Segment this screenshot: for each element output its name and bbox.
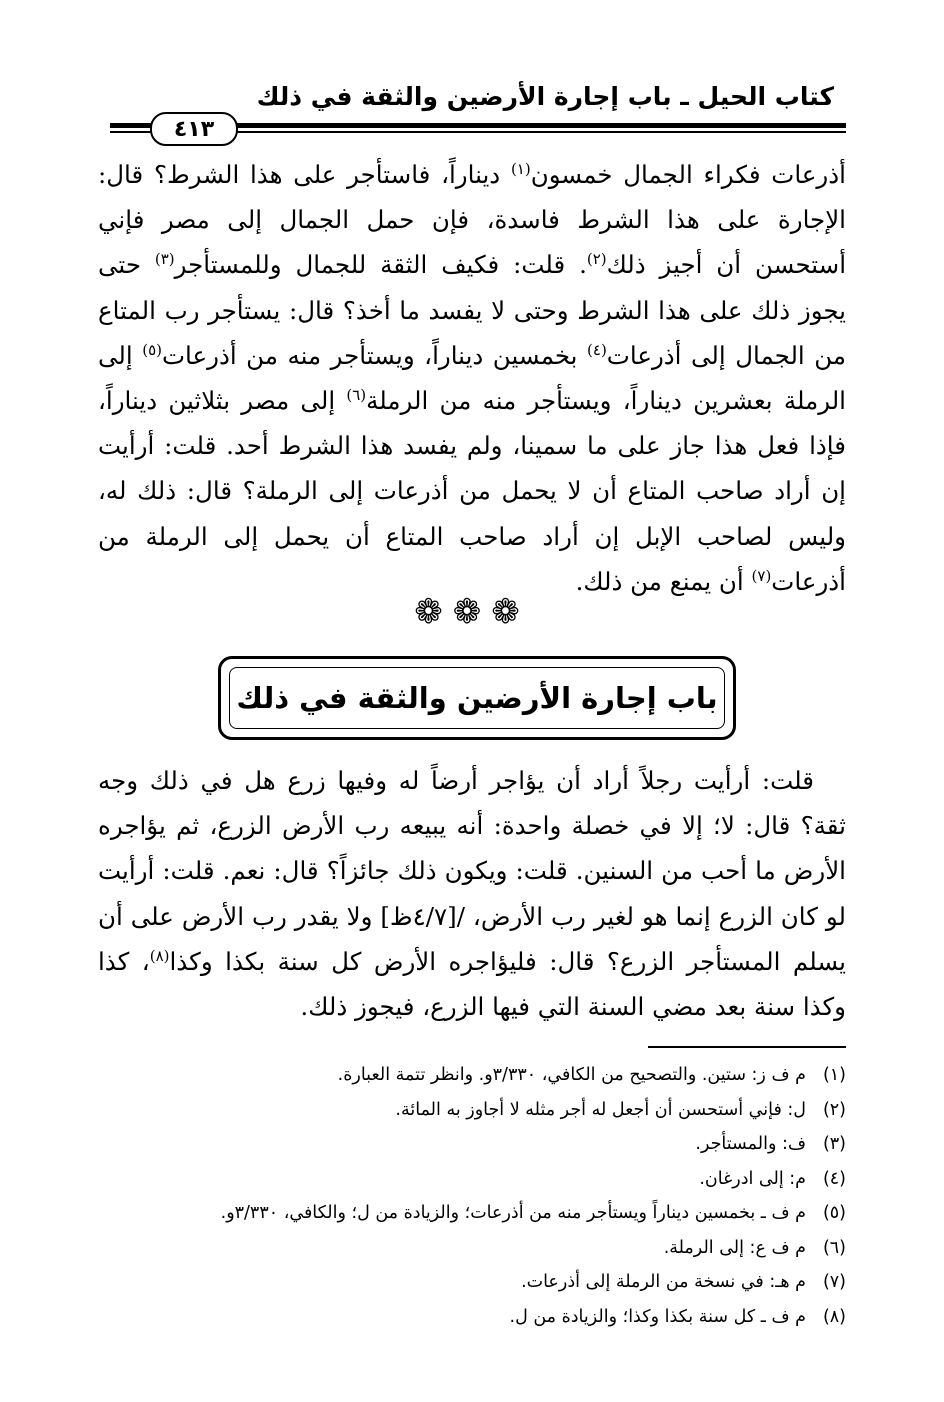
footnote-number: (١) [822,1065,846,1085]
chapter-title: باب إجارة الأرضين والثقة في ذلك [236,681,718,715]
footnotes [66,1058,846,1334]
footnote [66,1127,846,1162]
page-number: ٤١٣ [150,112,238,146]
footnote-text: م ف ـ بخمسين ديناراً ويستأجر منه من أذرعات؛ والزيادة من ل؛ والكافي، ٣/٣٣٠و. [220,1203,806,1223]
footnote-number: (٧) [822,1272,846,1292]
chapter-title-frame [218,656,736,740]
text-run: . قلت: فكيف الثقة للجمال وللمستأجر [174,250,587,280]
footnote-text: م ف ع: إلى الرملة. [663,1237,806,1258]
footnote-ref-6[interactable]: (٦) [346,385,367,404]
footnote-ref-3[interactable]: (٣) [154,250,175,269]
footnote-text: ل: فإني أستحسن أن أجعل له أجر مثله لا أجاوز به المائة. [395,1099,806,1120]
footnote-number: (٤) [822,1168,846,1189]
footnote-number: (٢) [822,1099,846,1120]
text-run: إلى مصر بثلاثين ديناراً، فإذا فعل هذا جاز على ما سمينا، ولم يفسد هذا الشرط أحد. قلت: أرأيت إن أراد صاحب المتاع أن لا يحمل من أذرعات إلى الرملة؟ قال: ذلك له، وليس لصاحب الإبل إن أراد صاحب المتاع أن يحمل إلى الرملة من أذرعات [98,386,846,596]
text-run: ، كذا وكذا سنة بعد مضي السنة التي فيها الزرع، فيجوز ذلك. [98,946,846,1022]
footnote-ref-1[interactable]: (١) [510,159,531,178]
text-run: بخمسين ديناراً، ويستأجر منه من أذرعات [161,340,588,370]
footnote-number: (٣) [822,1134,846,1154]
text-run: أذرعات فكراء الجمال خمسون [530,160,846,189]
footnote-text: ف: والمستأجر. [695,1134,806,1154]
text-run: قلت: أرأيت رجلاً أراد أن يؤاجر أرضاً له وفيها زرع هل في ذلك وجه ثقة؟ قال: لا؛ إلا في خصلة واحدة: أنه يبيعه رب الأرض الزرع، ثم يؤاجره الأرض ما أحب من السنين. قلت: ويكون ذلك جائزاً؟ قال: نعم. قلت: أرأيت لو كان الزرع إنما هو لغير رب الأرض، /[٤/٧ظ] ولا يقدر رب الأرض على أن يسلم المستأجر الزرع؟ قال: فليؤاجره الأرض كل سنة بكذا وكذا [98,766,846,976]
running-title: كتاب الحيل ـ باب إجارة الأرضين والثقة في ذلك [256,82,834,111]
footnote-ref-7[interactable]: (٧) [751,566,772,585]
footnote [66,1093,846,1128]
footnote [66,1231,846,1266]
text-run: أن يمنع من ذلك. [575,566,752,596]
footnote-ref-8[interactable]: (٨) [149,946,170,965]
paragraph-2 [98,758,846,1029]
footnote [66,1300,846,1335]
footnote-text: م: إلى ادرغان. [699,1168,806,1189]
footnote-number: (٦) [822,1237,846,1258]
text-run: ديناراً، فاستأجر على هذا الشرط؟ قال: الإجارة على هذا الشرط فاسدة، فإن حمل الجمال إلى مصر فإني أستحسن أن أجيز ذلك [98,160,847,280]
footnote [66,1162,846,1197]
footnote [66,1196,846,1231]
footnote-rule [648,1046,846,1048]
footnote-number: (٥) [822,1203,846,1223]
footnote-ref-5[interactable]: (٥) [142,340,162,359]
chapter-title-inner-frame [229,667,725,729]
footnote [66,1265,846,1300]
footnote-text: م ف ز: ستين. والتصحيح من الكافي، ٣/٣٣٠و. وانظر تتمة العبارة. [337,1065,806,1085]
text-run: إلى الرملة بعشرين ديناراً، ويستأجر منه من الرملة [98,340,846,416]
footnote-ref-4[interactable]: (٤) [587,340,607,359]
paragraph-1 [98,152,846,604]
footnote-ref-2[interactable]: (٢) [586,250,607,269]
section-separator: ❁❁❁ [414,592,530,632]
footnote [66,1058,846,1093]
footnote-text: م ف ـ كل سنة بكذا وكذا؛ والزيادة من ل. [509,1306,806,1327]
text-run: حتى يجوز ذلك على هذا الشرط وحتى لا يفسد ما أخذ؟ قال: يستأجر رب المتاع من الجمال إلى أذرعات [98,250,846,370]
footnote-text: م هـ: في نسخة من الرملة إلى أذرعات. [521,1272,806,1292]
footnote-number: (٨) [822,1306,846,1327]
